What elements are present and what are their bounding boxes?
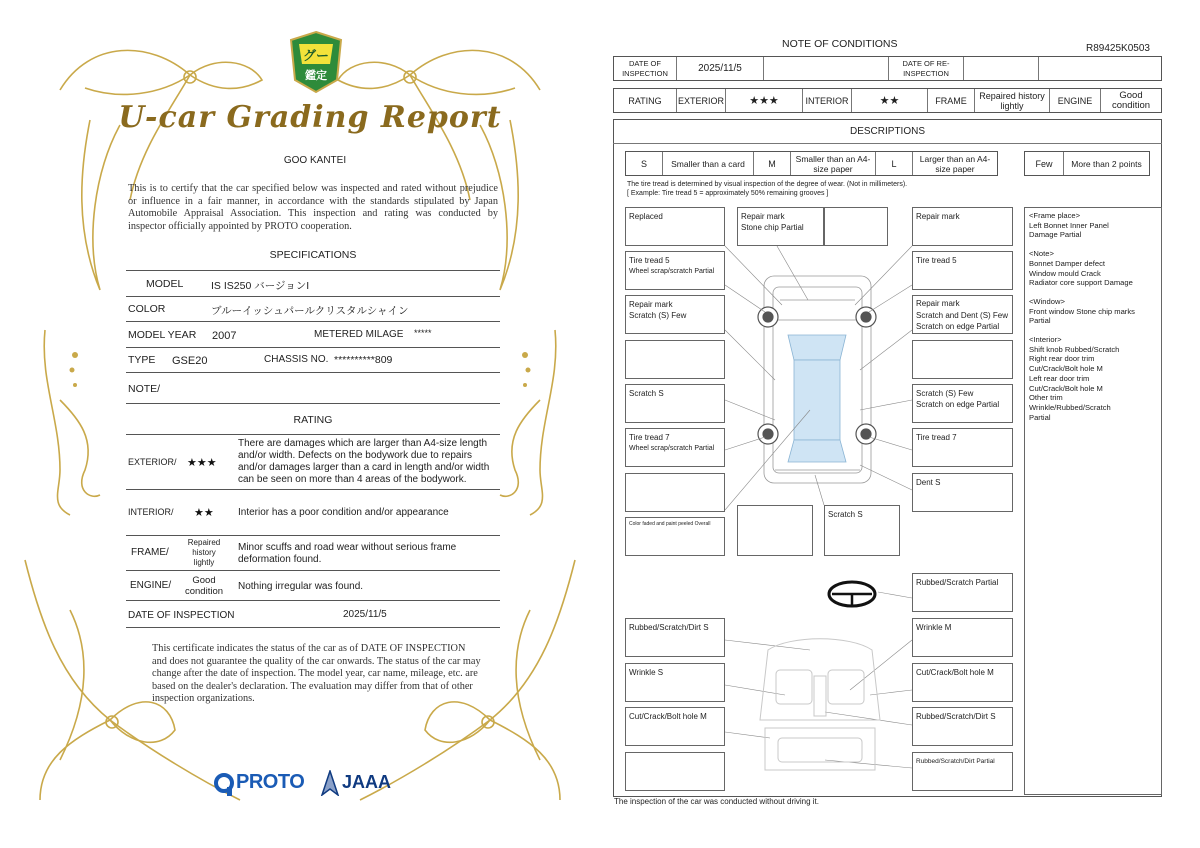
steering-wheel-box (912, 573, 1013, 612)
rating-label: RATING (628, 95, 662, 106)
note-text: Repair mark (629, 300, 673, 309)
note-text: Tire tread 5 (916, 256, 957, 265)
date-of-inspection-value: 2025/11/5 (343, 609, 387, 620)
metered-mileage-label: METERED MILAGE (314, 329, 404, 340)
legend-s-desc: Smaller than a card (671, 158, 745, 169)
frame-description: Minor scuffs and road wear without serious frame deformation found. (238, 542, 457, 565)
interior-description: Interior has a poor condition and/or appearance (238, 507, 449, 518)
interior-note: <Interior> Shift knob Rubbed/Scratch Right rear door trim Cut/Crack/Bolt hole M Left rear door trim Cut/Crack/Bolt hole M Other trim Wrinkle/Rubbed/Scratch Partial (1029, 335, 1120, 422)
legend-m-desc: Smaller than an A4-size paper (795, 153, 871, 174)
tire-tread-rear-right-box (912, 428, 1013, 467)
note-of-conditions (600, 0, 1200, 848)
frame-value: Repaired history lightly (979, 90, 1045, 111)
frame-value: Repaired history lightly (187, 538, 221, 567)
svg-text:グー: グー (302, 49, 330, 64)
proto-logo-text: PROTO (236, 771, 305, 793)
divider (126, 270, 500, 271)
date-of-reinspection-label: DATE OF RE-INSPECTION (902, 58, 950, 78)
jaaa-logo-text: JAAA (342, 772, 392, 792)
model-label: MODEL (146, 278, 184, 290)
date-of-inspection-label: DATE OF INSPECTION (622, 58, 668, 78)
interior-stars: ★★ (194, 507, 214, 519)
stone-chip-box (737, 207, 824, 246)
jaaa-logo-icon (320, 770, 340, 801)
note-text: Cut/Crack/Bolt hole M (916, 668, 994, 677)
exterior-label: EXTERIOR (677, 95, 724, 106)
divider (126, 600, 500, 601)
note-text: Tire tread 7 (629, 433, 670, 442)
exterior-label: EXTERIOR/ (128, 457, 177, 467)
model-value: IS IS250 バージョンI (211, 280, 310, 292)
color-faded-box (625, 517, 725, 556)
note-text: Wrinkle M (916, 623, 952, 632)
rear-scratch-box (824, 505, 900, 556)
goo-kantei-badge-icon (287, 30, 345, 94)
empty-box (625, 340, 725, 379)
frame-label: FRAME (935, 95, 967, 106)
interior-label: INTERIOR (805, 95, 849, 106)
note-label: NOTE/ (128, 383, 161, 395)
note-title: NOTE OF CONDITIONS (782, 38, 898, 50)
note-text: Stone chip Partial (741, 223, 804, 232)
tire-note: The tire tread is determined by visual inspection of the degree of wear. (Not in millimeters). (627, 181, 908, 188)
model-year-row (126, 322, 500, 348)
interior-rear-left-box (625, 707, 725, 746)
type-value: GSE20 (172, 355, 208, 367)
steering-wheel-icon (829, 582, 875, 606)
empty-box (824, 207, 888, 246)
note-row (126, 373, 500, 404)
rating-heading: RATING (293, 414, 333, 426)
note-text: Scratch S (629, 389, 664, 398)
note-text: Rubbed/Scratch Partial (916, 578, 999, 587)
note-text: Scratch (S) Few (916, 389, 974, 398)
note-text: Rubbed/Scratch/Dirt S (916, 712, 996, 721)
dent-s-box (912, 473, 1013, 512)
note-text: Dent S (916, 478, 941, 487)
note-text: Tire tread 5 (629, 256, 670, 265)
divider (126, 570, 500, 571)
scratch-dent-box (912, 295, 1013, 334)
note-text: Repair mark (916, 299, 960, 308)
scratch-s-box (625, 384, 725, 423)
note-text: Scratch and Dent (S) Few (916, 310, 1009, 320)
report-title: U-car Grading Report (118, 100, 502, 135)
interior-label: INTERIOR/ (128, 507, 174, 517)
legend-few: Few (1035, 158, 1053, 169)
engine-description: Nothing irregular was found. (238, 581, 364, 592)
legend-l: L (891, 158, 897, 169)
note-text: Color faded and paint peeled Overall (629, 521, 711, 527)
reference-number: R89425K0503 (1086, 43, 1150, 54)
scratch-edge-box (912, 384, 1013, 423)
tire-example: [ Example: Tire tread 5 = approximately 50% remaining grooves ] (627, 190, 829, 197)
engine-label: ENGINE/ (130, 580, 172, 591)
type-row (126, 348, 500, 373)
divider (126, 489, 500, 490)
svg-text:鑑定: 鑑定 (305, 69, 327, 82)
date-of-inspection-label: DATE OF INSPECTION (128, 610, 235, 621)
frame-place-note: <Frame place> Left Bonnet Inner Panel Damage Partial (1029, 211, 1109, 240)
interior-other-box (912, 752, 1013, 791)
condition-notes-panel (1024, 207, 1162, 795)
model-year-label: MODEL YEAR (128, 329, 197, 341)
engine-value: Good condition (184, 575, 224, 597)
interior-cut-box (912, 663, 1013, 702)
empty-box (625, 473, 725, 512)
report-subtitle: GOO KANTEI (283, 155, 347, 166)
specifications-heading: SPECIFICATIONS (269, 249, 357, 261)
color-row (126, 297, 500, 322)
scratch-few-box (625, 295, 725, 334)
replaced-box (625, 207, 725, 246)
legend-few-desc: More than 2 points (1071, 158, 1142, 169)
tire-tread-rear-left-box (625, 428, 725, 467)
certify-statement: This is to certify that the car specified below was inspected and rated without prejudice or influence in a fair manner, in accordance with the standards stipulated by Japan Automobile Appraisal Association. This inspection and rating was conducted by inspector officially appointed by PROTO cooperation. (128, 183, 498, 232)
empty-box (737, 505, 813, 556)
tire-tread-front-left-box (625, 251, 725, 290)
legend-s: S (640, 158, 647, 169)
note-text: Repair mark (741, 212, 785, 221)
interior-front-right-box (912, 618, 1013, 657)
note-text: Tire tread 7 (916, 433, 957, 442)
type-label: TYPE (128, 354, 156, 366)
note-text: Wheel scrap/scratch Partial (629, 445, 715, 452)
certificate-footer: This certificate indicates the status of the car as of DATE OF INSPECTION and does not guarantee the quality of the car onwards. The status of the car may change after the date of inspection. The model year, car name, mileage, etc. are based on the dealer's declaration. The evaluation may differ from that of other inspection organizations. (152, 643, 481, 704)
empty-box (625, 752, 725, 791)
model-row (126, 272, 500, 297)
note-text: Wrinkle S (629, 668, 664, 677)
tire-tread-front-right-box (912, 251, 1013, 290)
note-text: Scratch S (828, 510, 863, 519)
note-text: Wheel scrap/scratch Partial (629, 268, 715, 275)
chassis-label: CHASSIS NO. (264, 354, 329, 365)
interior-wrinkle-box (625, 663, 725, 702)
interior-stars: ★★ (879, 94, 900, 107)
metered-mileage-value: ***** (414, 328, 432, 338)
color-label: COLOR (128, 303, 166, 315)
note-text: Repair mark (916, 212, 960, 221)
divider (126, 535, 500, 536)
date-of-inspection-value: 2025/11/5 (698, 62, 742, 74)
descriptions-heading: DESCRIPTIONS (849, 125, 925, 137)
window-note: <Window> Front window Stone chip marks Partial (1029, 296, 1135, 326)
color-value: ブルーイッシュパールクリスタルシャイン (211, 305, 409, 317)
note-text: Replaced (629, 212, 663, 221)
note-text: Scratch on edge Partial (916, 400, 1000, 409)
engine-label: ENGINE (1057, 95, 1093, 106)
note-text: Rubbed/Scratch/Dirt Partial (916, 758, 995, 765)
note-text: Scratch (S) Few (629, 311, 687, 320)
exterior-description: There are damages which are larger than A4-size length and/or width. Defects on the bodywork due to repairs and/or damages larger than a card in length and/or width can be seen on more than 4 areas of the bodywork. (238, 438, 490, 485)
frame-label: FRAME/ (131, 547, 169, 558)
general-note: <Note> Bonnet Damper defect Window mould Crack Radiator core support Damage (1029, 249, 1133, 288)
divider (126, 627, 500, 628)
legend-l-desc: Larger than an A4-size paper (919, 153, 991, 174)
chassis-value: **********809 (334, 354, 393, 366)
note-text: Scratch on edge Partial (916, 322, 1000, 331)
proto-logo-icon (214, 773, 234, 802)
interior-front-left-box (625, 618, 725, 657)
model-year-value: 2007 (212, 330, 237, 342)
note-text: Cut/Crack/Bolt hole M (629, 712, 707, 721)
exterior-stars: ★★★ (187, 457, 217, 469)
empty-box (912, 340, 1013, 379)
interior-rear-right-box (912, 707, 1013, 746)
divider (126, 434, 500, 435)
exterior-stars: ★★★ (749, 94, 779, 107)
inspection-disclaimer: The inspection of the car was conducted without driving it. (614, 797, 819, 806)
repair-mark-box (912, 207, 1013, 246)
legend-m: M (768, 158, 776, 169)
note-text: Rubbed/Scratch/Dirt S (629, 623, 709, 632)
engine-value: Good condition (1111, 89, 1151, 111)
